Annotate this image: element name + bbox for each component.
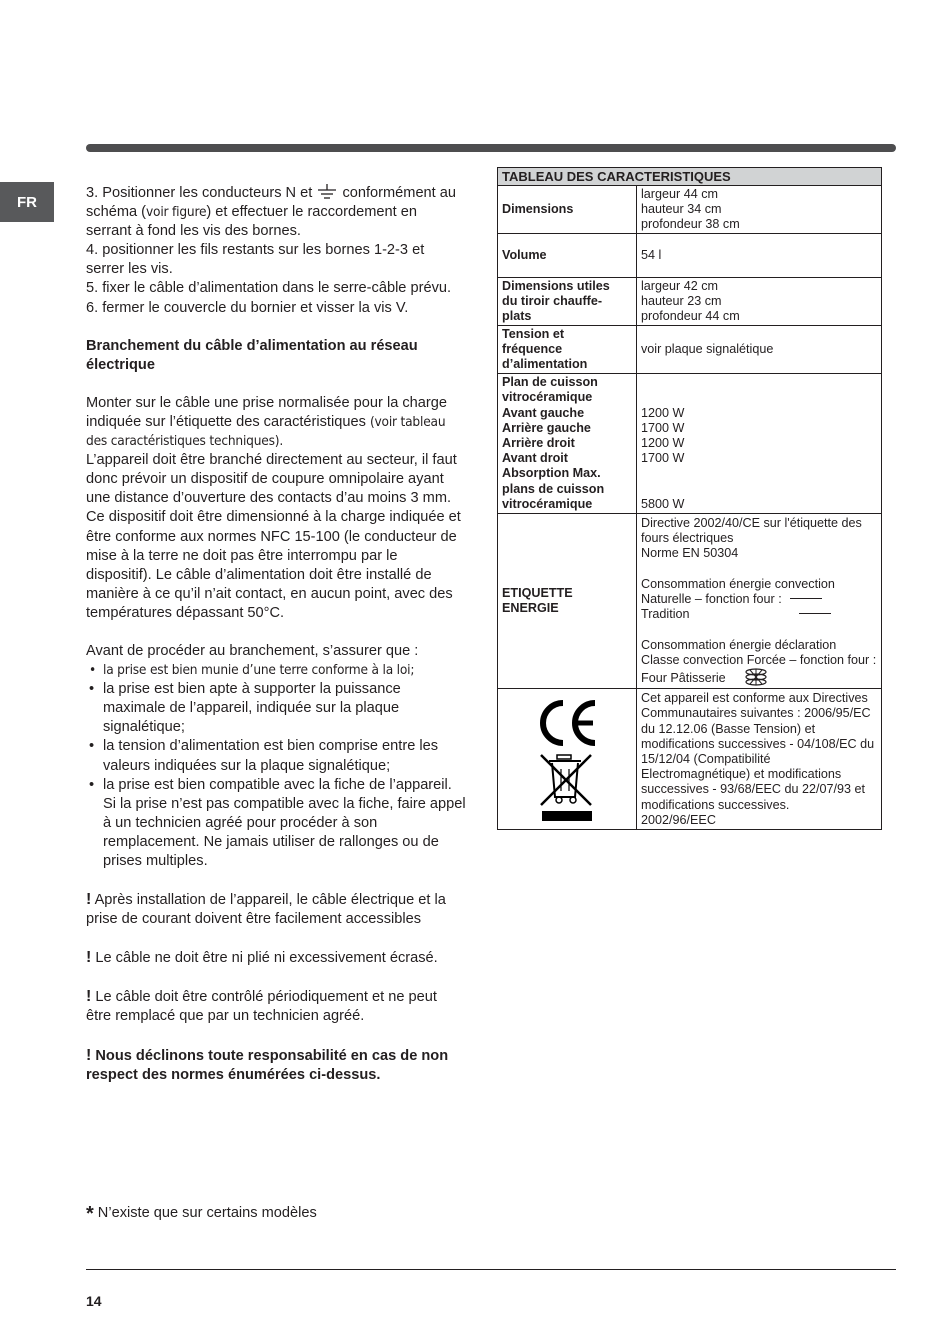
table-row: [498, 234, 882, 278]
hob-values: 1200 W 1700 W 1200 W 1700 W 5800 W: [637, 374, 882, 514]
table-row: [498, 689, 882, 830]
list-item: • la prise est bien apte à supporter la puissance maximale de l’appareil, indiquée sur la plaque signalétique;: [86, 680, 466, 737]
table-row: [498, 374, 882, 514]
table-row: [498, 186, 882, 234]
energy-values: Directive 2002/40/CE sur l'étiquette des fours électriques Norme EN 50304 Consommation énergie convection Naturelle – fonction four : Tradition Consommation énergie déclaration Classe convection Forcée – fonction four : Four Pâtisserie: [637, 514, 882, 689]
page-number: 14: [86, 1293, 102, 1309]
weee-bin-icon: [539, 751, 595, 823]
table-row: [498, 326, 882, 374]
drawer-label: Dimensions utiles du tiroir chauffe- plats: [498, 278, 637, 326]
top-rule: [86, 144, 896, 152]
list-item: • la prise est bien munie d’une terre conforme à la loi;: [86, 661, 466, 680]
pastry-fan-icon: [743, 668, 769, 686]
left-column: [86, 184, 466, 1085]
specs-table: [497, 167, 882, 830]
volume-label: Volume: [498, 234, 637, 278]
list-item: • la tension d’alimentation est bien comprise entre les valeurs indiquées sur la plaque signalétique;: [86, 737, 466, 775]
voltage-value: voir plaque signalétique: [637, 326, 882, 374]
paragraph-breaker: L’appareil doit être branché directement au secteur, il faut donc prévoir un dispositif de coupure omnipolaire ayant une distance d’ouverture des contacts d’au moins 3 mm. Ce dispositif doit être dimensionné à la charge indiquée et être conforme aux normes NFC 15-100 (le conducteur de mise à la terre ne doit pas être interrompu par le dispositif). Le câble d’alimentation doit être installé de manière à ce qu’il n’ait contact, en aucun point, avec des températures dépassant 50°C.: [86, 452, 461, 621]
step-3: 3. Positionner les conducteurs N et conformément au schéma (voir figure) et effectuer le raccordement en serrant à fond les vis des bornes.: [86, 185, 457, 240]
paragraph-plug: Monter sur le câble une prise normalisée pour la charge indiquée sur l’étiquette des caractéristiques (voir tableau des caractéristiques techniques).: [86, 394, 447, 450]
table-row: [498, 514, 882, 689]
section-heading: Branchement du câble d’alimentation au réseau électrique: [86, 337, 418, 373]
dimensions-values: largeur 44 cm hauteur 34 cm profondeur 38 cm: [637, 186, 882, 234]
step-4: 4. positionner les fils restants sur les bornes 1-2-3 et serrer les vis.: [86, 242, 425, 278]
ground-icon: [316, 184, 338, 200]
energy-label: ETIQUETTE ENERGIE: [498, 514, 637, 689]
footnote: * N’existe que sur certains modèles: [86, 1203, 317, 1225]
list-item: • la prise est bien compatible avec la fiche de l’appareil. Si la prise n’est pas compatible avec la fiche, faire appel à un technicien agréé pour procéder à son remplacement. Ne jamais utiliser de rallonges ou de prises multiples.: [86, 776, 466, 871]
warning-check: ! Le câble doit être contrôlé périodiquement et ne peut être remplacé que par un technicien agréé.: [86, 988, 437, 1025]
language-tab: FR: [0, 182, 54, 222]
compliance-marks: [498, 689, 637, 830]
table-title-row: [498, 168, 882, 186]
volume-value: 54 l: [637, 234, 882, 278]
drawer-values: largeur 42 cm hauteur 23 cm profondeur 44 cm: [637, 278, 882, 326]
directives-text: Cet appareil est conforme aux Directives Communautaires suivantes : 2006/95/EC du 12.12.06 (Basse Tension) et modifications successives - 04/108/EC du 15/12/04 (Compatibilité Electromagnétique) et modifications successives - 93/68/EEC du 22/07/93 et modifications successives. 2002/96/EEC: [637, 689, 882, 830]
warning-liability: ! Nous déclinons toute responsabilité en cas de non respect des normes énumérées ci-dessus.: [86, 1046, 449, 1083]
ce-mark-icon: [533, 697, 601, 749]
step-5: 5. fixer le câble d’alimentation dans le serre-câble prévu.: [86, 280, 452, 297]
step-6: 6. fermer le couvercle du bornier et visser la vis V.: [86, 299, 409, 316]
bottom-rule: [86, 1269, 896, 1270]
voltage-label: Tension et fréquence d’alimentation: [498, 326, 637, 374]
warning-accessible: ! Après installation de l’appareil, le câble électrique et la prise de courant doivent être facilement accessibles: [86, 891, 446, 928]
checks-list: [86, 661, 466, 871]
table-title: TABLEAU DES CARACTERISTIQUES: [498, 168, 882, 186]
blank-line: [790, 598, 822, 599]
blank-line: [799, 613, 831, 614]
hob-label: Plan de cuisson vitrocéramique Avant gauche Arrière gauche Arrière droit Avant droit Absorption Max. plans de cuisson vitrocéramique: [498, 374, 637, 514]
table-row: [498, 278, 882, 326]
warning-fold: ! Le câble ne doit être ni plié ni excessivement écrasé.: [86, 949, 438, 967]
dimensions-label: Dimensions: [498, 186, 637, 234]
paragraph-checks-intro: Avant de procéder au branchement, s’assurer que :: [86, 642, 419, 659]
